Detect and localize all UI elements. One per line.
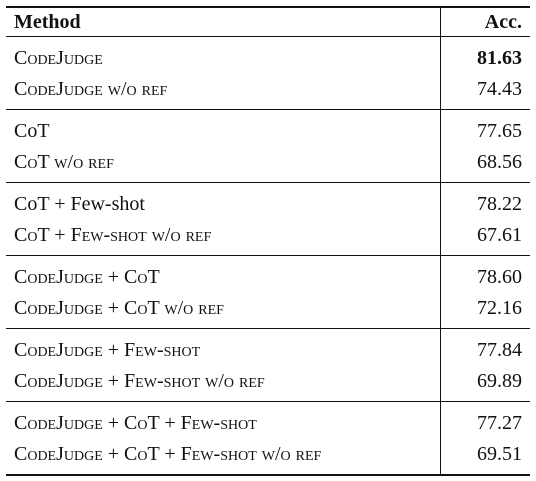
acc-cell: 67.61 — [441, 220, 531, 256]
acc-cell: 68.56 — [441, 147, 531, 183]
table-body — [6, 37, 530, 476]
method-cell: CoT + Few-shot w/o ref — [14, 224, 212, 246]
table-row — [6, 256, 530, 294]
acc-cell: 78.22 — [441, 183, 531, 221]
method-cell: CodeJudge + Few-shot w/o ref — [14, 370, 265, 392]
table-row — [6, 402, 530, 440]
header-row — [6, 7, 530, 37]
method-cell: CodeJudge + CoT w/o ref — [14, 297, 224, 319]
acc-cell: 77.84 — [441, 329, 531, 367]
method-cell: CoT w/o ref — [14, 151, 114, 173]
method-cell: CoT — [14, 120, 50, 142]
table-row — [6, 439, 530, 475]
table-row — [6, 74, 530, 110]
table-row — [6, 110, 530, 148]
table-row — [6, 329, 530, 367]
method-cell: CodeJudge + CoT + Few-shot — [14, 412, 257, 434]
acc-cell: 77.65 — [441, 110, 531, 148]
table-header — [6, 7, 530, 37]
method-cell: CodeJudge w/o ref — [14, 78, 168, 100]
table-row — [6, 147, 530, 183]
acc-cell: 81.63 — [441, 37, 531, 75]
header-acc: Acc. — [441, 7, 531, 37]
acc-cell: 72.16 — [441, 293, 531, 329]
acc-cell: 78.60 — [441, 256, 531, 294]
table-row — [6, 37, 530, 75]
results-table-container — [6, 6, 530, 476]
method-cell: CodeJudge + CoT + Few-shot w/o ref — [14, 443, 322, 465]
method-cell: CodeJudge + CoT — [14, 266, 160, 288]
table-row — [6, 293, 530, 329]
header-method: Method — [14, 11, 81, 33]
acc-cell: 77.27 — [441, 402, 531, 440]
results-table — [6, 6, 530, 476]
method-cell: CoT + Few-shot — [14, 193, 145, 215]
acc-cell: 74.43 — [441, 74, 531, 110]
table-row — [6, 220, 530, 256]
method-cell: CodeJudge + Few-shot — [14, 339, 201, 361]
table-row — [6, 183, 530, 221]
acc-cell: 69.89 — [441, 366, 531, 402]
method-cell: CodeJudge — [14, 47, 103, 69]
table-row — [6, 366, 530, 402]
acc-cell: 69.51 — [441, 439, 531, 475]
